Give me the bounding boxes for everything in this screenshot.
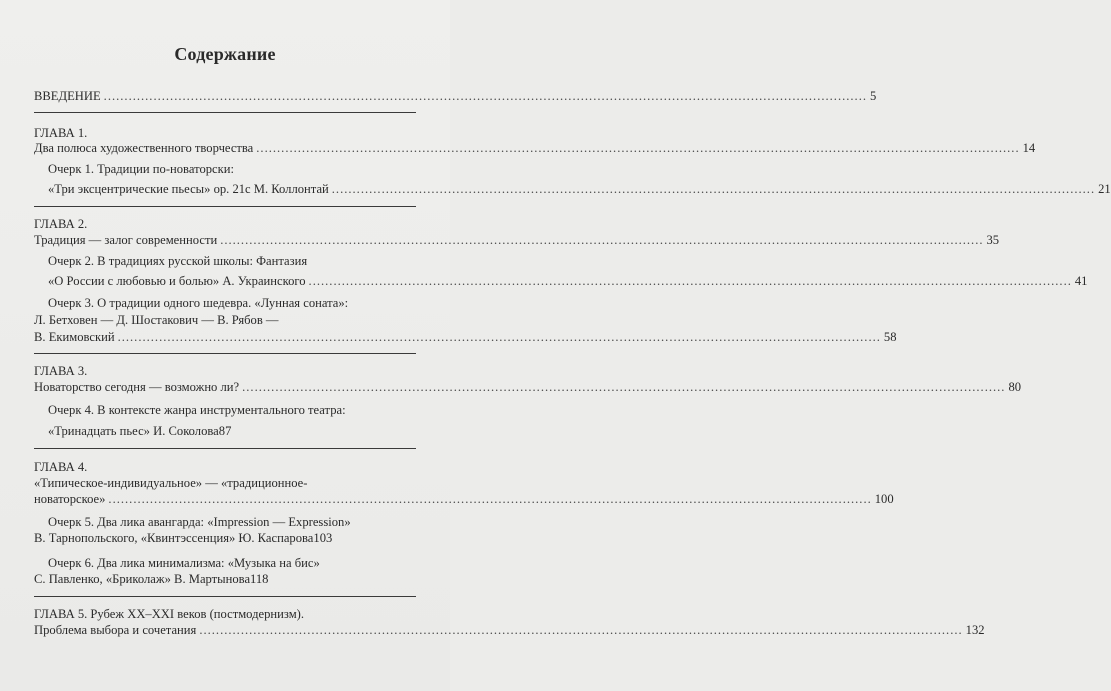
essay-3-title-continuation: Л. Бетховен — Д. Шостакович — В. Рябов — [34, 313, 279, 327]
page-title: Содержание [174, 44, 276, 64]
toc-entry-chapter-2 [34, 232, 1000, 248]
essay-title-continuation: «Тринадцать пьес» И. Соколова [48, 424, 219, 438]
toc-entry-essay-2 [48, 273, 1088, 289]
toc-entry-label: ВВЕДЕНИЕ [34, 89, 101, 103]
page-number: 58 [883, 330, 897, 344]
dot-leader [309, 273, 1072, 289]
toc-entry-essay-3 [34, 329, 897, 345]
toc-entry-essay-6 [34, 571, 416, 587]
dot-leader [199, 622, 962, 638]
toc-entry-chapter-3 [34, 379, 1022, 395]
section-divider [34, 596, 416, 597]
toc-entry-intro [34, 88, 877, 104]
chapter-title: Проблема выбора и сочетания [34, 623, 197, 637]
dot-leader [108, 491, 871, 507]
toc-entry-chapter-5 [34, 622, 985, 638]
essay-3-title: Очерк 3. О традиции одного шедевра. «Лунная соната»: [48, 296, 349, 310]
chapter-2-heading: ГЛАВА 2. [34, 217, 88, 231]
chapter-title-continuation: новаторское» [34, 492, 106, 506]
page-number: 5 [869, 89, 877, 103]
page-number: 132 [965, 623, 985, 637]
dot-leader [118, 329, 881, 345]
toc-entry-essay-5 [34, 530, 416, 546]
chapter-3-heading: ГЛАВА 3. [34, 364, 88, 378]
section-divider [34, 206, 416, 207]
essay-title-continuation: В. Екимовский [34, 330, 115, 344]
essay-title-continuation: «О России с любовью и болью» А. Украинского [48, 274, 306, 288]
section-divider [34, 112, 416, 113]
page-number: 103 [313, 531, 333, 545]
essay-2-title: Очерк 2. В традициях русской школы: Фантазия [48, 254, 308, 268]
page-number: 100 [874, 492, 894, 506]
toc-entry-chapter-1 [34, 140, 1036, 156]
essay-title-continuation: С. Павленко, «Бриколаж» В. Мартынова [34, 572, 251, 586]
dot-leader [242, 379, 1005, 395]
chapter-1-heading: ГЛАВА 1. [34, 126, 88, 140]
page-number: 80 [1008, 380, 1022, 394]
essay-1-title: Очерк 1. Традиции по-новаторски: [48, 162, 234, 176]
page-number: 118 [250, 572, 269, 586]
dot-leader [220, 232, 983, 248]
dot-leader [332, 181, 1095, 197]
section-divider [34, 448, 416, 449]
toc-entry-chapter-4 [34, 491, 894, 507]
dot-leader [256, 140, 1019, 156]
essay-title-continuation: «Три эксцентрические пьесы» ор. 21c М. Коллонтай [48, 182, 329, 196]
page-number: 35 [986, 233, 1000, 247]
section-divider [34, 353, 416, 354]
chapter-title: Два полюса художественного творчества [34, 141, 254, 155]
page-number: 87 [218, 424, 232, 438]
chapter-5-heading: ГЛАВА 5. Рубеж XX–XXI веков (постмодернизм). [34, 607, 305, 621]
page-number: 21 [1098, 182, 1111, 196]
essay-6-title: Очерк 6. Два лика минимализма: «Музыка на бис» [48, 556, 320, 570]
page-number: 41 [1074, 274, 1088, 288]
dot-leader [104, 88, 867, 104]
toc-entry-essay-4 [48, 423, 416, 439]
chapter-4-heading: ГЛАВА 4. [34, 460, 88, 474]
chapter-title: Новаторство сегодня — возможно ли? [34, 380, 240, 394]
chapter-4-title: «Типическое-индивидуальное» — «традиционное- [34, 476, 308, 490]
page-number: 14 [1022, 141, 1036, 155]
essay-title-continuation: В. Тарнопольского, «Квинтэссенция» Ю. Каспарова [34, 531, 314, 545]
essay-4-title: Очерк 4. В контексте жанра инструментального театра: [48, 403, 346, 417]
toc-entry-essay-1 [48, 181, 1111, 197]
essay-5-title: Очерк 5. Два лика авангарда: «Impression — Expression» [48, 515, 351, 529]
chapter-title: Традиция — залог современности [34, 233, 218, 247]
